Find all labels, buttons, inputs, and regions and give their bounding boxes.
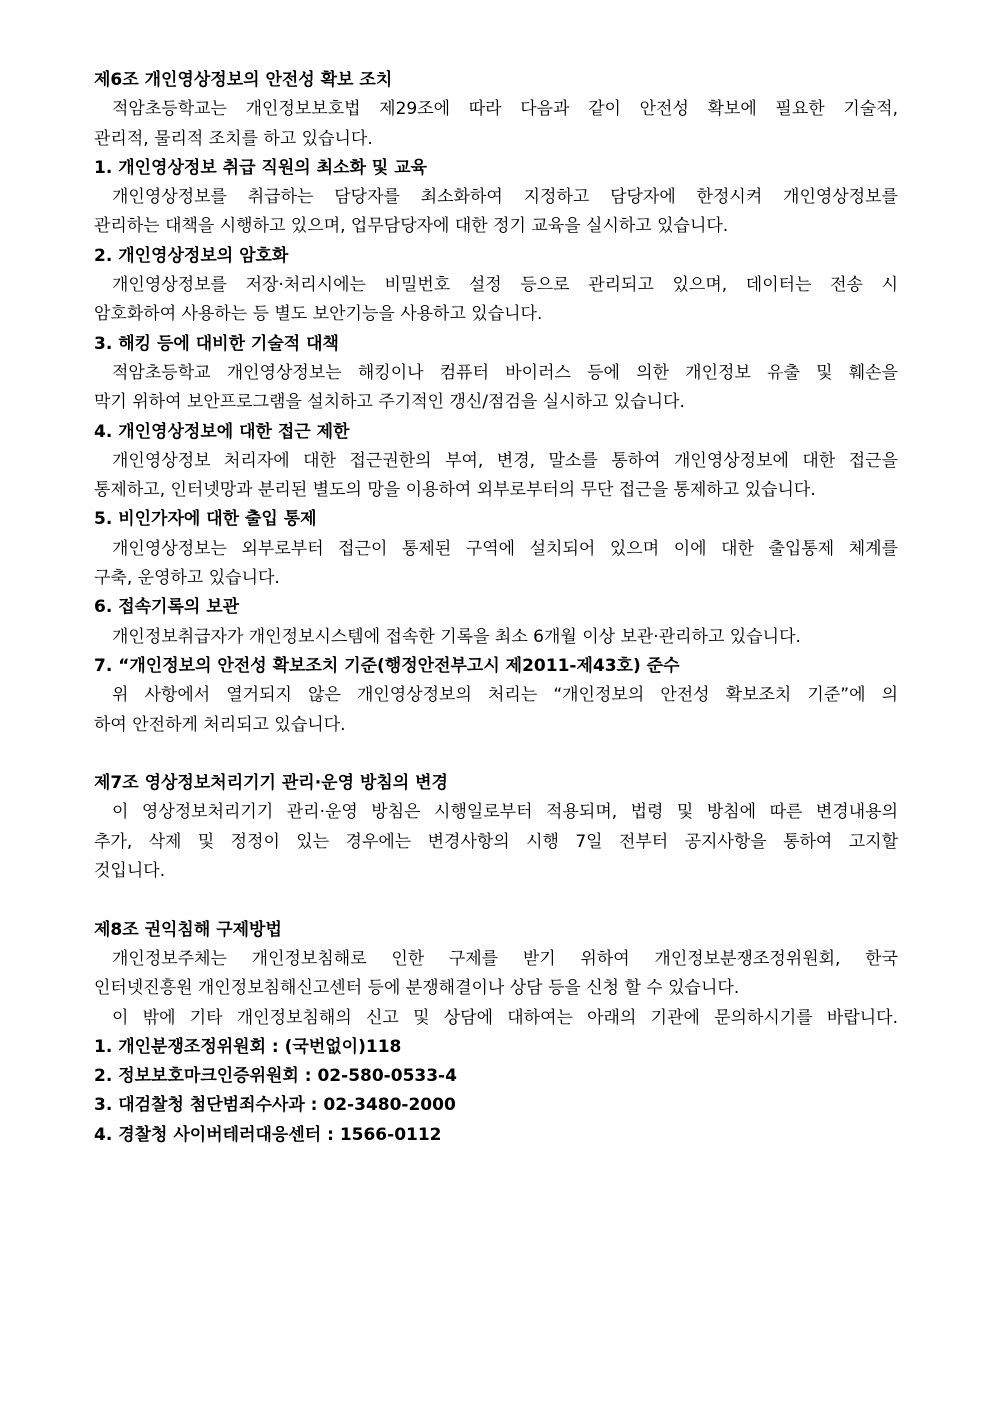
measure-item-5 bbox=[94, 505, 898, 593]
article-7-text-line-3: 것입니다. bbox=[94, 861, 166, 882]
measure-text-line-1: 개인정보취급자가 개인정보시스템에 접속한 기록을 최소 6개월 이상 보관·관리하고 있습니다. bbox=[112, 626, 801, 647]
measure-text-line-1: 개인영상정보는 외부로부터 접근이 통제된 구역에 설치되어 있으며 이에 대한 출입통제 체계를 bbox=[112, 538, 898, 559]
measure-item-1 bbox=[94, 154, 898, 242]
measure-item-2 bbox=[94, 242, 898, 330]
measure-heading: 2. 개인영상정보의 암호화 bbox=[94, 245, 289, 266]
article-6 bbox=[94, 66, 898, 740]
contact-item-1: 1. 개인분쟁조정위원회 : (국번없이)118 bbox=[94, 1036, 402, 1057]
measure-text-line-1: 개인영상정보 처리자에 대한 접근권한의 부여, 변경, 말소를 통하여 개인영상정보에 대한 접근을 bbox=[112, 450, 898, 471]
measure-text-line-2: 막기 위하여 보안프로그램을 설치하고 주기적인 갱신/점검을 실시하고 있습니다. bbox=[94, 392, 685, 413]
measure-item-6 bbox=[94, 593, 898, 652]
article-7-title: 제7조 영상정보처리기기 관리·운영 방침의 변경 bbox=[94, 773, 448, 794]
measure-heading: 7. “개인정보의 안전성 확보조치 기준(행정안전부고시 제2011-제43호) 준수 bbox=[94, 655, 680, 676]
article-8-para1-line-2: 인터넷진흥원 개인정보침해신고센터 등에 분쟁해결이나 상담 등을 신청 할 수 있습니다. bbox=[94, 978, 740, 999]
measure-heading: 1. 개인영상정보 취급 직원의 최소화 및 교육 bbox=[94, 157, 427, 178]
measure-heading: 4. 개인영상정보에 대한 접근 제한 bbox=[94, 421, 350, 442]
measure-text-line-2: 하여 안전하게 처리되고 있습니다. bbox=[94, 714, 346, 735]
measure-text-line-1: 적암초등학교 개인영상정보는 해킹이나 컴퓨터 바이러스 등에 의한 개인정보 유출 및 훼손을 bbox=[112, 362, 898, 383]
article-8-para2-line-1: 이 밖에 기타 개인정보침해의 신고 및 상담에 대하여는 아래의 기관에 문의하시기를 바랍니다. bbox=[112, 1007, 898, 1028]
measure-text-line-2: 통제하고, 인터넷망과 분리된 별도의 망을 이용하여 외부로부터의 무단 접근을 통제하고 있습니다. bbox=[94, 480, 816, 501]
measure-text-line-2: 관리하는 대책을 시행하고 있으며, 업무담당자에 대한 정기 교육을 실시하고 있습니다. bbox=[94, 216, 729, 237]
article-7-text-line-1: 이 영상정보처리기기 관리·운영 방침은 시행일로부터 적용되며, 법령 및 방침에 따른 변경내용의 bbox=[112, 802, 898, 823]
section-spacer bbox=[94, 740, 898, 769]
article-6-intro-line-2: 관리적, 물리적 조치를 하고 있습니다. bbox=[94, 128, 373, 149]
measure-item-4 bbox=[94, 418, 898, 506]
contact-item-2: 2. 정보보호마크인증위원회 : 02-580-0533-4 bbox=[94, 1066, 457, 1087]
measure-text-line-1: 개인영상정보를 저장·처리시에는 비밀번호 설정 등으로 관리되고 있으며, 데이터는 전송 시 bbox=[112, 275, 898, 296]
section-spacer bbox=[94, 886, 898, 915]
measure-text-line-2: 암호화하여 사용하는 등 별도 보안기능을 사용하고 있습니다. bbox=[94, 304, 543, 325]
measure-text-line-2: 구축, 운영하고 있습니다. bbox=[94, 568, 280, 589]
measure-heading: 6. 접속기록의 보관 bbox=[94, 597, 240, 618]
article-6-title: 제6조 개인영상정보의 안전성 확보 조치 bbox=[94, 70, 393, 90]
measure-item-7 bbox=[94, 652, 898, 740]
measure-item-3 bbox=[94, 330, 898, 418]
measure-text-line-1: 개인영상정보를 취급하는 담당자를 최소화하여 지정하고 담당자에 한정시켜 개인영상정보를 bbox=[112, 187, 898, 208]
measure-heading: 5. 비인가자에 대한 출입 통제 bbox=[94, 509, 317, 530]
contact-item-3: 3. 대검찰청 첨단범죄수사과 : 02-3480-2000 bbox=[94, 1095, 456, 1116]
article-6-intro-line-1: 적암초등학교는 개인정보보호법 제29조에 따라 다음과 같이 안전성 확보에 필요한 기술적, bbox=[112, 99, 898, 120]
contact-item-4: 4. 경찰청 사이버테러대응센터 : 1566-0112 bbox=[94, 1124, 442, 1145]
measure-text-line-1: 위 사항에서 열거되지 않은 개인영상정보의 처리는 “개인정보의 안전성 확보조치 기준”에 의 bbox=[112, 685, 898, 706]
article-7-text-line-2: 추가, 삭제 및 정정이 있는 경우에는 변경사항의 시행 7일 전부터 공지사항을 통하여 고지할 bbox=[94, 831, 898, 852]
measure-heading: 3. 해킹 등에 대비한 기술적 대책 bbox=[94, 333, 339, 354]
article-8-title: 제8조 권익침해 구제방법 bbox=[94, 919, 282, 940]
article-7 bbox=[94, 769, 898, 886]
article-8 bbox=[94, 916, 898, 1150]
document-page bbox=[94, 66, 898, 1150]
article-8-para1-line-1: 개인정보주체는 개인정보침해로 인한 구제를 받기 위하여 개인정보분쟁조정위원회, 한국 bbox=[112, 948, 898, 969]
